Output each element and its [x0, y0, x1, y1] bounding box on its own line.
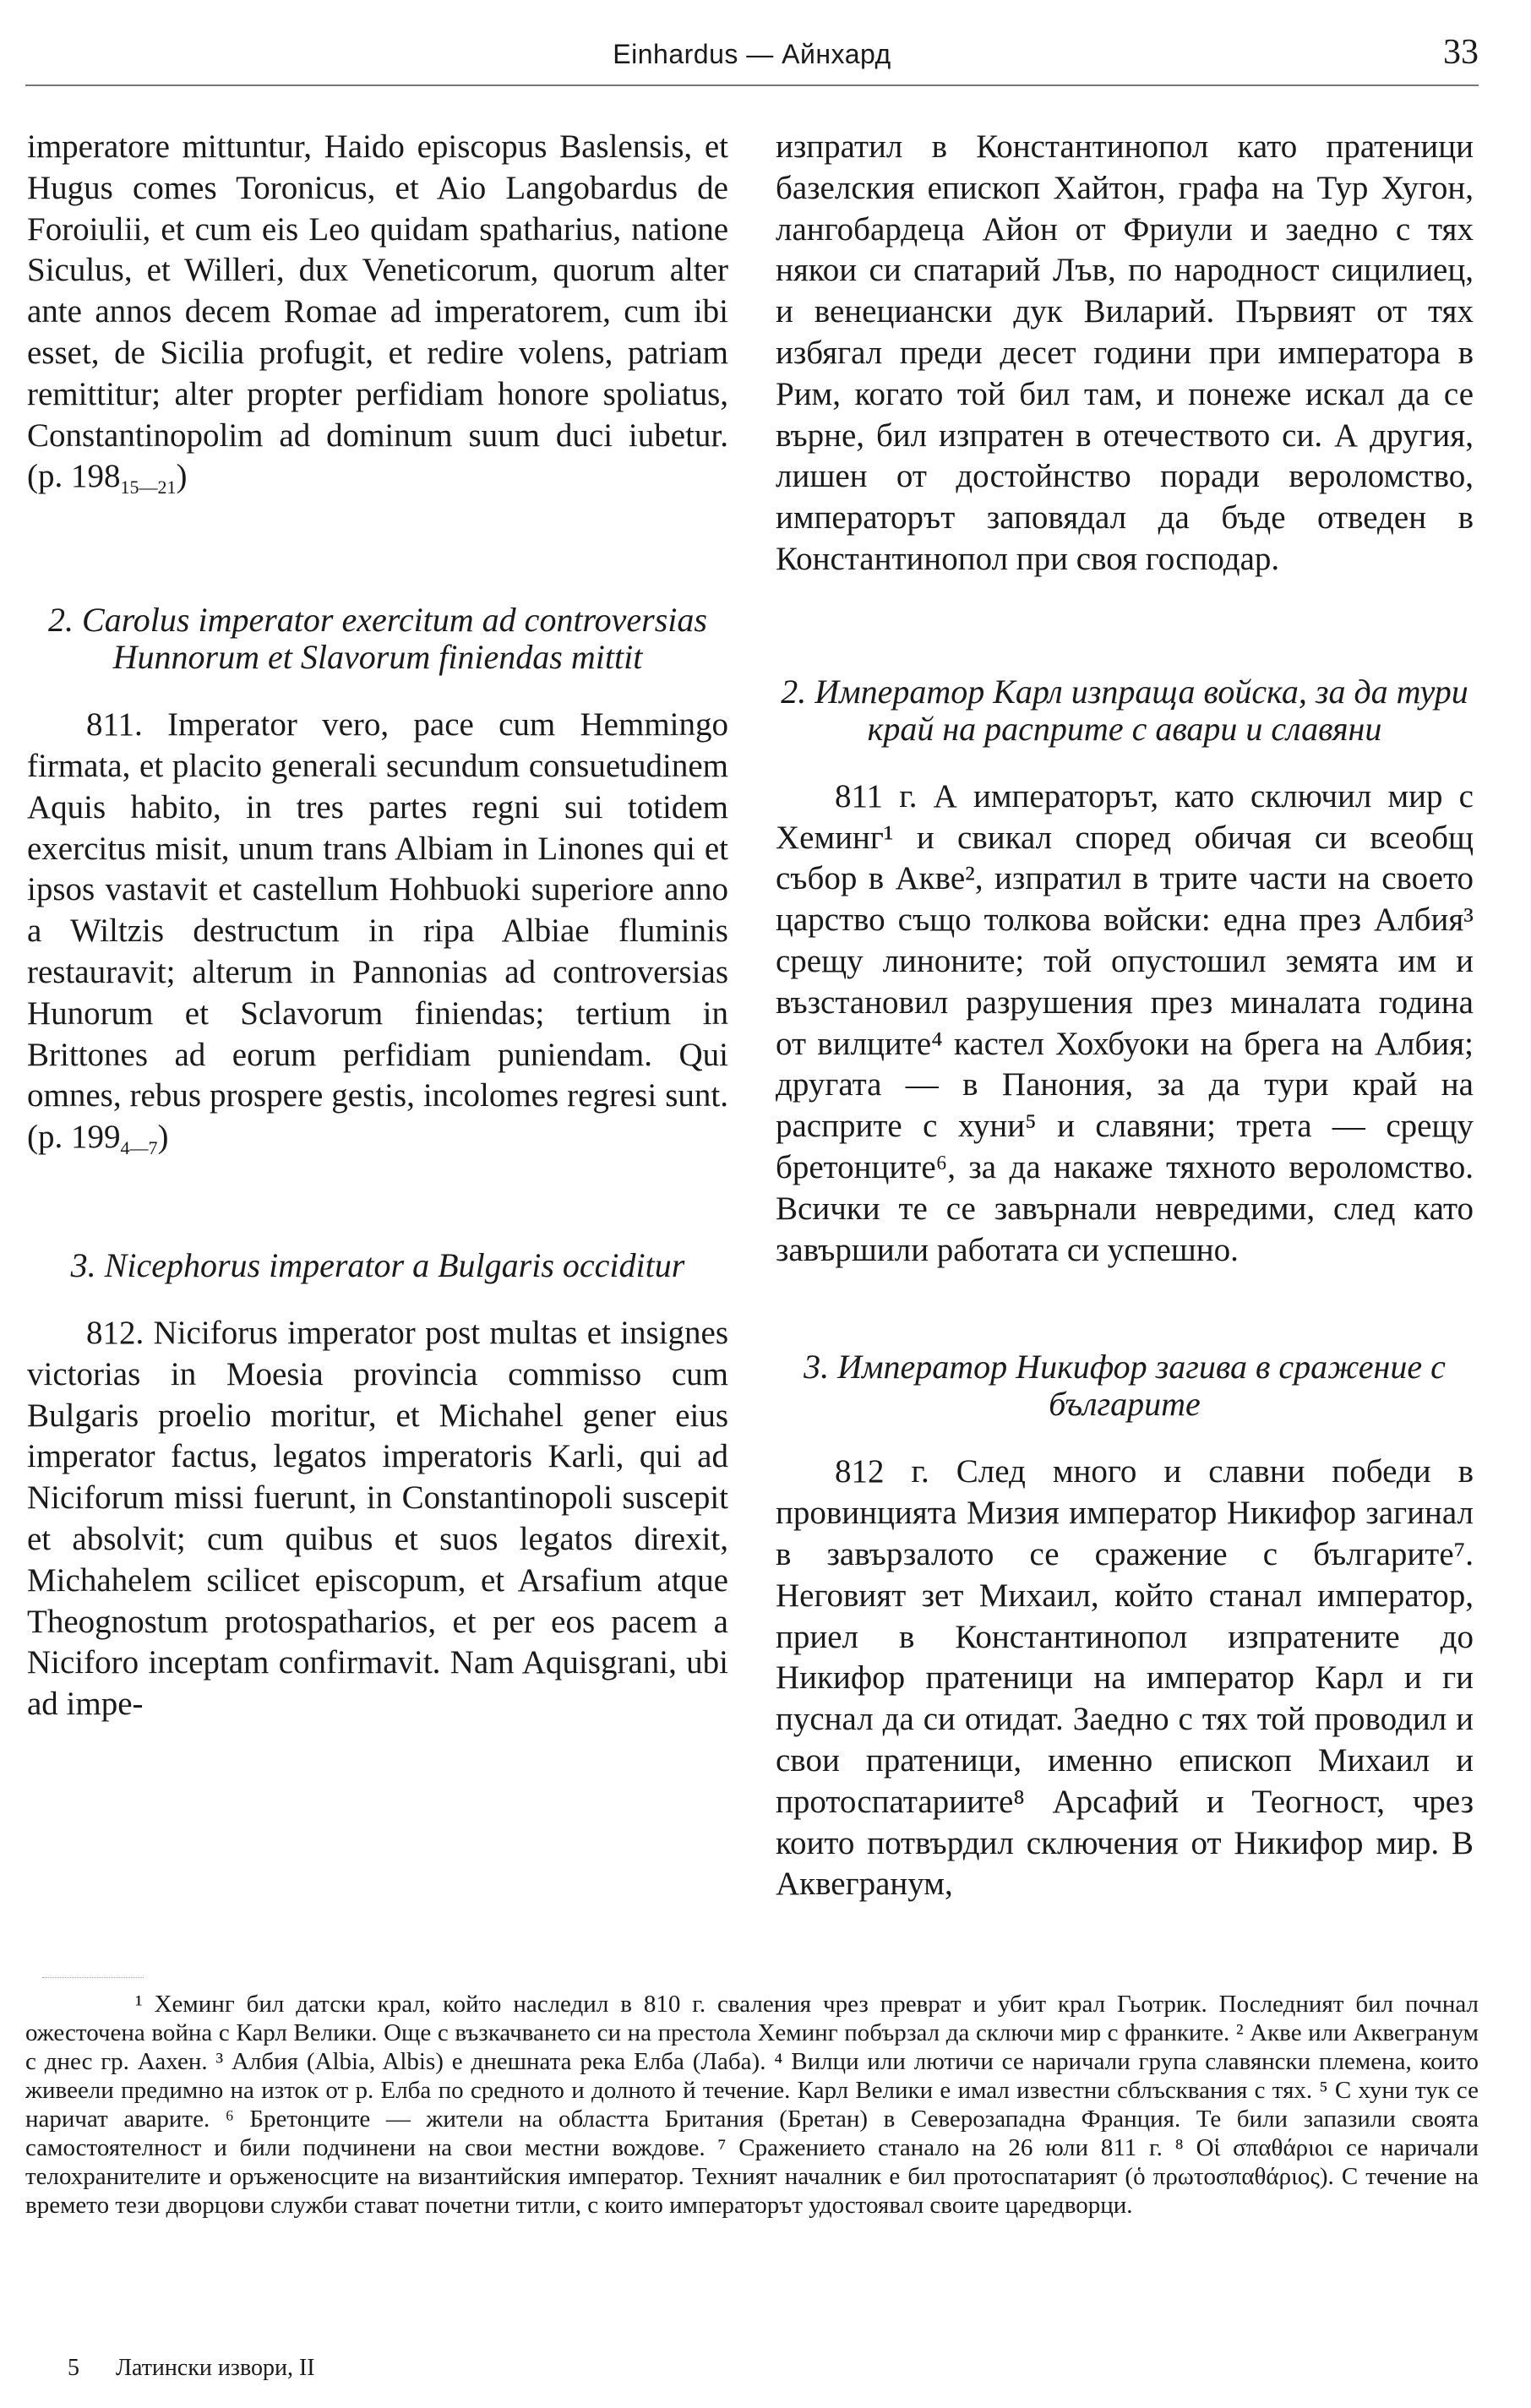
bulgarian-paragraph-811: 811 г. А императорът, като сключил мир с Хеминг¹ и свикал според обичая си всеобщ събор в Акве², изпратил в трите части на своето царство също толкова войски: една през Албия³ срещу линоните; той опустошил земята им и възстановил разрушения през миналата година от вилците⁴ кастел Хохбуоки на брега на Албия; другата — в Панония, за да тури край на расприте с хуни⁵ и славяни; трета — срещу бретонците⁶, за да накаже тяхното вероломство. Всички те се завърнали невредими, след като завършили работата си успешно. [776, 777, 1474, 1268]
page-number: 33 [1443, 33, 1479, 72]
bulgarian-heading-3: 3. Император Никифор загива в сражение с българите [804, 1348, 1446, 1424]
footnotes-text: ¹ Хеминг бил датски крал, който наследил в 810 г. сваления чрез преврат и убит крал Гьотрик. Последният бил почнал ожесточена война с Карл Велики. Още с възкачването си на престола Хеминг побързал да сключи мир с франките. ² Акве или Аквегранум с днес гр. Аахен. ³ Албия (Albia, Albis) е днешната река Елба (Лаба). ⁴ Вилци или лютичи се наричали група славянски племена, които живеели предимно на изток от р. Елба по средното и долното й течение. Карл Велики е имал известни сблъсквания с тях. ⁵ С хуни тук се наричат аварите. ⁶ Бретонците — жители на областта Британия (Бретан) в Северозападна Франция. Те били запазили своята самостоятелност и били подчинени на свои местни вождове. ⁷ Сражението станало на 26 юли 811 г. ⁸ Οἱ σπαθάριοι се наричали телохранителите и оръженосците на византийския император. Техният началник е бил протоспатарият (ὁ πρωτοσπαθάριος). С течение на времето тези дворцови служби стават почетни титли, с които императорът удостоявал своите царедворци. [25, 1991, 1479, 2219]
latin-811-close: ) [157, 1119, 169, 1156]
spacer [776, 748, 1474, 776]
latin-heading-3: 3. Nicephorus imperator a Bulgaris occiditur [70, 1245, 685, 1284]
spacer [27, 676, 728, 705]
spacer [776, 1423, 1474, 1452]
bulgarian-paragraph-812: 812 г. След много и славни победи в провинцията Мизия император Никифор загинал в завързалото се сражение с българите⁷. Неговият зет Михаил, който станал император, приел в Константинопол изпратените до Никифор пратеници на император Карл и ги пуснал да си отидат. Заедно с тях той проводил и свои пратеници, именно епископ Михаил и протоспатариите⁸ Арсафий и Теогност, чрез които потвърдил сключения от Никифор мир. В Аквегранум, [776, 1453, 1474, 1903]
header-rule [25, 84, 1479, 86]
bulgarian-heading-2: 2. Император Карл изпраща войска, за да тури край на расприте с авари и славяни [781, 672, 1468, 748]
latin-intro-close: ) [176, 458, 188, 495]
bulgarian-column [776, 127, 1474, 1905]
latin-intro-paragraph [27, 127, 728, 509]
running-header [25, 32, 1479, 74]
latin-811-text: 811. Imperator vero, pace cum Hemmingo firmata, et placito generali secundum consuetudinem Aquis habito, in tres partes regni sui totidem exercitus misit, unum trans Albiam in Linones qui et ipsos vastavit et castellum Hohbuoki superiore anno a Wiltzis destructum in ripa Albiae fluminis restauravit; alterum in Pannonias ad controversias Hunorum et Sclavorum finiendas; tertium in Brittones ad eorum perfidiam puniendam. Qui omnes, rebus prospere gestis, incolomes regresi sunt. (p. 199 [27, 706, 728, 1156]
signature-mark: 5 [68, 2355, 79, 2381]
latin-paragraph-811 [27, 705, 728, 1169]
footnotes [25, 1990, 1479, 2220]
spacer [776, 580, 1474, 673]
spacer [27, 509, 728, 602]
bulgarian-intro-paragraph: изпратил в Константинопол като пратеници базелския епископ Хайтон, графа на Тур Хугон, лангобардеца Айон от Фриули и заедно с тях някои си спатарий Лъв, по народност сицилиец, и венециански дук Виларий. Първият от тях избягал преди десет години при императора в Рим, когато той бил там, и понеже искал да се върне, бил изпратен в отечеството си. А другия, лишен от достойнство поради вероломство, императорът заповядал да бъде отведен в Константинопол при своя господар. [776, 128, 1474, 577]
book-title: Латински извори, II [116, 2355, 315, 2381]
spacer [27, 1284, 728, 1313]
spacer [27, 1169, 728, 1247]
page-footer [68, 2355, 346, 2382]
latin-intro-text: imperatore mittuntur, Haido episcopus Baslensis, et Hugus comes Toronicus, et Aio Langobardus de Foroiulii, et cum eis Leo quidam spatharius, natione Siculus, et Willeri, dux Veneticorum, quorum alter ante annos decem Romae ad imperatorem, cum ibi esset, de Sicilia profugit, et redire volens, patriam remittitur; alter propter perfidiam honore spoliatus, Constantinopolim ad dominum suum duci iubetur. (p. 198 [27, 128, 728, 495]
latin-column [27, 127, 728, 1725]
footnote-rule [42, 1977, 144, 1978]
latin-heading-2: 2. Carolus imperator exercitum ad controversias Hunnorum et Slavorum finiendas mittit [48, 601, 707, 677]
latin-intro-ref: 15—21 [120, 477, 177, 498]
running-title: Einhardus — Айнхард [613, 39, 891, 69]
spacer [776, 1271, 1474, 1348]
latin-811-ref: 4—7 [120, 1137, 158, 1159]
latin-paragraph-812: 812. Niciforus imperator post multas et insignes victorias in Moesia provincia commisso cum Bulgaris proelio moritur, et Michahel gener eius imperator factus, legatos imperatoris Karli, qui ad Niciforum missi fuerunt, in Constantinopoli suscepit et absolvit; cum quibus et suos legatos direxit, Michahelem scilicet episcopum, et Arsafium atque Theognostum protospatharios, et per eos pacem a Niciforo inceptam confirmavit. Nam Aquisgrani, ubi ad impe- [27, 1314, 728, 1723]
